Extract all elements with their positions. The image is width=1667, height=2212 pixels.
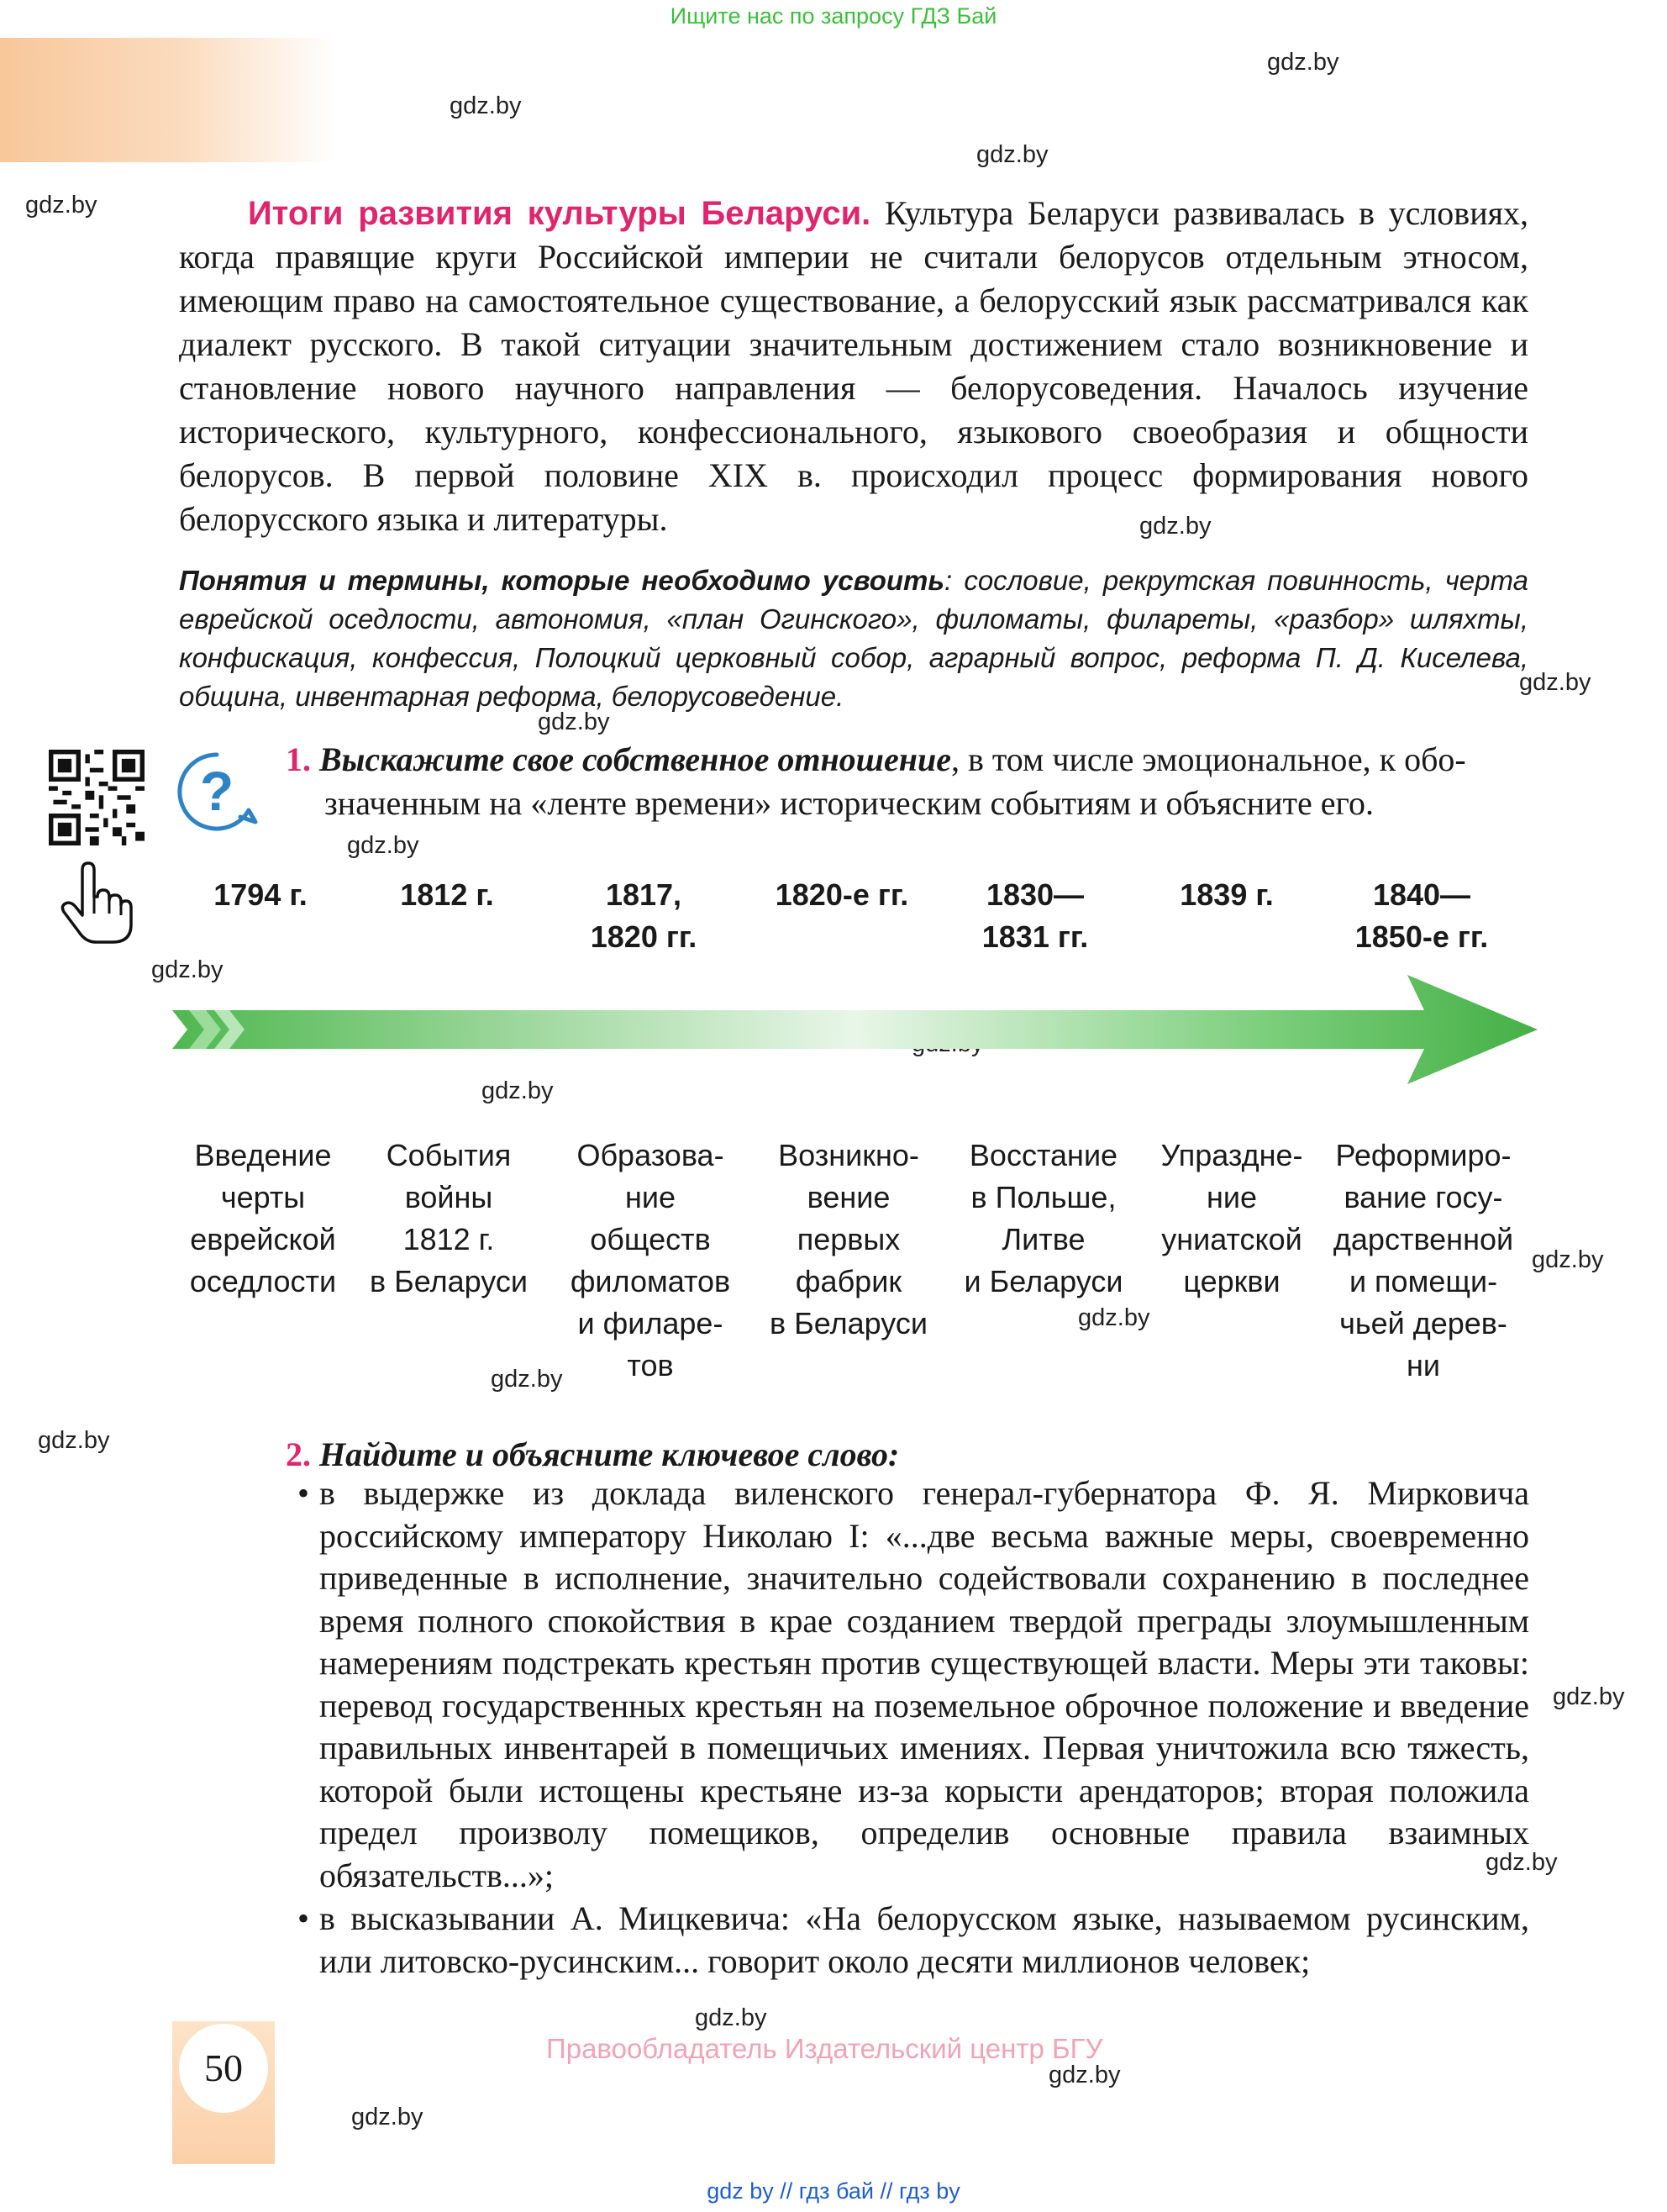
terms-block	[179, 561, 1528, 716]
watermark: gdz.by	[976, 141, 1049, 168]
task-1-lead: Выскажите свое собственное отношение	[319, 740, 951, 778]
timeline-year: 1830— 1831 гг.	[981, 877, 1089, 954]
task-1-text: , в том числе эмоциональное, к обо-	[950, 740, 1466, 778]
timeline-year: 1840— 1850-е гг.	[1354, 877, 1489, 954]
watermark: gdz.by	[538, 708, 610, 735]
task-2-lead: Найдите и объясните ключевое слово:	[319, 1435, 900, 1473]
section-text: Культура Беларуси развивалась в условиях, когда правящие круги Российской империи не считали белорусов отдельным этносом, имеющим право на самостоятельное существование, а белорусский язык рассматривался как диалект русского. В такой ситуации значительным достижением стало возникновение и становление нового научного направления — белорусоведения. Началось изучение исторического, культурного, конфессионального, языкового своеобразия и общности белорусов. В первой половине XIX в. происходил процесс формирования нового белорусского языка и литературы.	[179, 194, 1528, 538]
timeline-year: 1794 г.	[213, 877, 308, 912]
top-banner[interactable]: Ищите нас по запросу ГДЗ Бай	[670, 3, 997, 29]
timeline-year: 1820-е гг.	[775, 877, 909, 912]
svg-text:?: ?	[199, 760, 234, 822]
watermark: gdz.by	[1139, 513, 1212, 540]
timeline-event: Упраздне- ние униатской церкви	[1160, 1138, 1303, 1298]
timeline-event: Реформиро- вание госу- дарственной и помещи- чьей дерев- ни	[1333, 1138, 1514, 1382]
section-paragraph	[179, 192, 1528, 541]
qr-code-icon[interactable]	[49, 750, 145, 845]
bullet-text: в высказывании А. Мицкевича: «На белорусском языке, называемом русинским, или литовско-русинским... говорит около десяти миллионов человек;	[319, 1899, 1529, 1980]
timeline-year: 1839 г.	[1180, 877, 1274, 912]
task-1	[286, 738, 1529, 825]
timeline-year: 1812 г.	[400, 877, 494, 912]
watermark: gdz.by	[1553, 1683, 1625, 1710]
hand-pointer-icon	[57, 861, 133, 945]
terms-title: Понятия и термины, которые необходимо усвоить	[179, 565, 944, 596]
task-2	[286, 1433, 1529, 1477]
timeline-year: 1817, 1820 гг.	[590, 877, 697, 954]
page-number: 50	[179, 2024, 268, 2113]
watermark: gdz.by	[491, 1366, 563, 1393]
task-1-text-line2: значенным на «ленте времени» историческим событиям и объясните его.	[324, 784, 1374, 822]
watermark: gdz.by	[1078, 1304, 1150, 1331]
section-title: Итоги развития культуры Беларуси.	[248, 195, 871, 232]
watermark: gdz.by	[1267, 49, 1339, 76]
task-2-bullet: • в выдержке из доклада виленского генерал-губернатора Ф. Я. Мирковича российскому императору Николаю I: «...две весьма важные меры, своевременно приведенные в исполнение, значительно содействовали сохранению в последнее время полного спокойствия в крае созданием твердой преграды злоумышленным намерениям подстрекать крестьян против существующей власти. Меры эти таковы: перевод государственных крестьян на поземельное оброчное положение и введение правильных инвентарей в помещичьих имениях. Первая уничтожила всю тяжесть, которой были истощены крестьяне из-за корысти арендаторов; вторая положила предел произволу помещиков, определив основные правила взаимных обязательств...»;	[297, 1474, 1529, 1894]
watermark: gdz.by	[1532, 1246, 1604, 1273]
watermark: gdz.by	[1486, 1849, 1558, 1876]
copyright-notice: Правообладатель Издательский центр БГУ	[546, 2033, 1103, 2064]
watermark: gdz.by	[351, 2104, 423, 2130]
corner-decoration	[0, 38, 336, 162]
terms-text: : сословие, рекрутская повинность, черта еврейской оседлости, автономия, «план Огинского», филоматы, филареты, «разбор» шляхты, конфискация, конфессия, Полоцкий церковный собор, аграрный вопрос, реформа П. Д. Киселева, община, инвентарная реформа, белорусоведение.	[179, 565, 1528, 712]
watermark: gdz.by	[38, 1427, 110, 1454]
timeline-event: Восстание в Польше, Литве и Беларуси	[964, 1138, 1123, 1298]
timeline-event: Образова- ние обществ филоматов и филаре- тов	[570, 1138, 731, 1382]
watermark: gdz.by	[151, 956, 223, 983]
timeline-event: Возникно- вение первых фабрик в Беларуси	[770, 1138, 928, 1340]
timeline-event: Введение черты еврейской оседлости	[189, 1138, 337, 1298]
watermark: gdz.by	[1049, 2062, 1121, 2088]
footer-links[interactable]: gdz by // гдз бай // гдз by	[707, 2178, 960, 2204]
bullet-text: в выдержке из доклада виленского генерал-губернатора Ф. Я. Мирковича российскому императору Николаю I: «...две весьма важные меры, своевременно приведенные в исполнение, значительно содействовали сохранению в последнее время полного спокойствия в крае созданием твердой преграды злоумышленным намерениям подстрекать крестьян против существующей власти. Меры эти таковы: перевод государственных крестьян на поземельное оброчное положение и введение правильных инвентарей в помещичьих имениях. Первая уничтожила всю тяжесть, которой были истощены крестьяне из-за корысти арендаторов; вторая положила предел произволу помещиков, определив основные правила взаимных обязательств...»;	[319, 1474, 1529, 1894]
watermark: gdz.by	[1519, 669, 1591, 696]
timeline-event: События войны 1812 г. в Беларуси	[370, 1138, 528, 1298]
watermark: gdz.by	[347, 832, 419, 859]
timeline-arrow	[172, 975, 1542, 1084]
watermark: gdz.by	[450, 92, 522, 119]
watermark: gdz.by	[25, 192, 97, 219]
task-2-number: 2.	[286, 1435, 311, 1473]
watermark: gdz.by	[695, 2004, 767, 2031]
watermark: gdz.by	[481, 1077, 554, 1104]
question-icon	[175, 750, 259, 834]
task-2-bullet: • в высказывании А. Мицкевича: «На белорусском языке, называемом русинским, или литовско-русинским... говорит около десяти миллионов человек;	[297, 1899, 1529, 1980]
task-1-number: 1.	[286, 740, 311, 778]
